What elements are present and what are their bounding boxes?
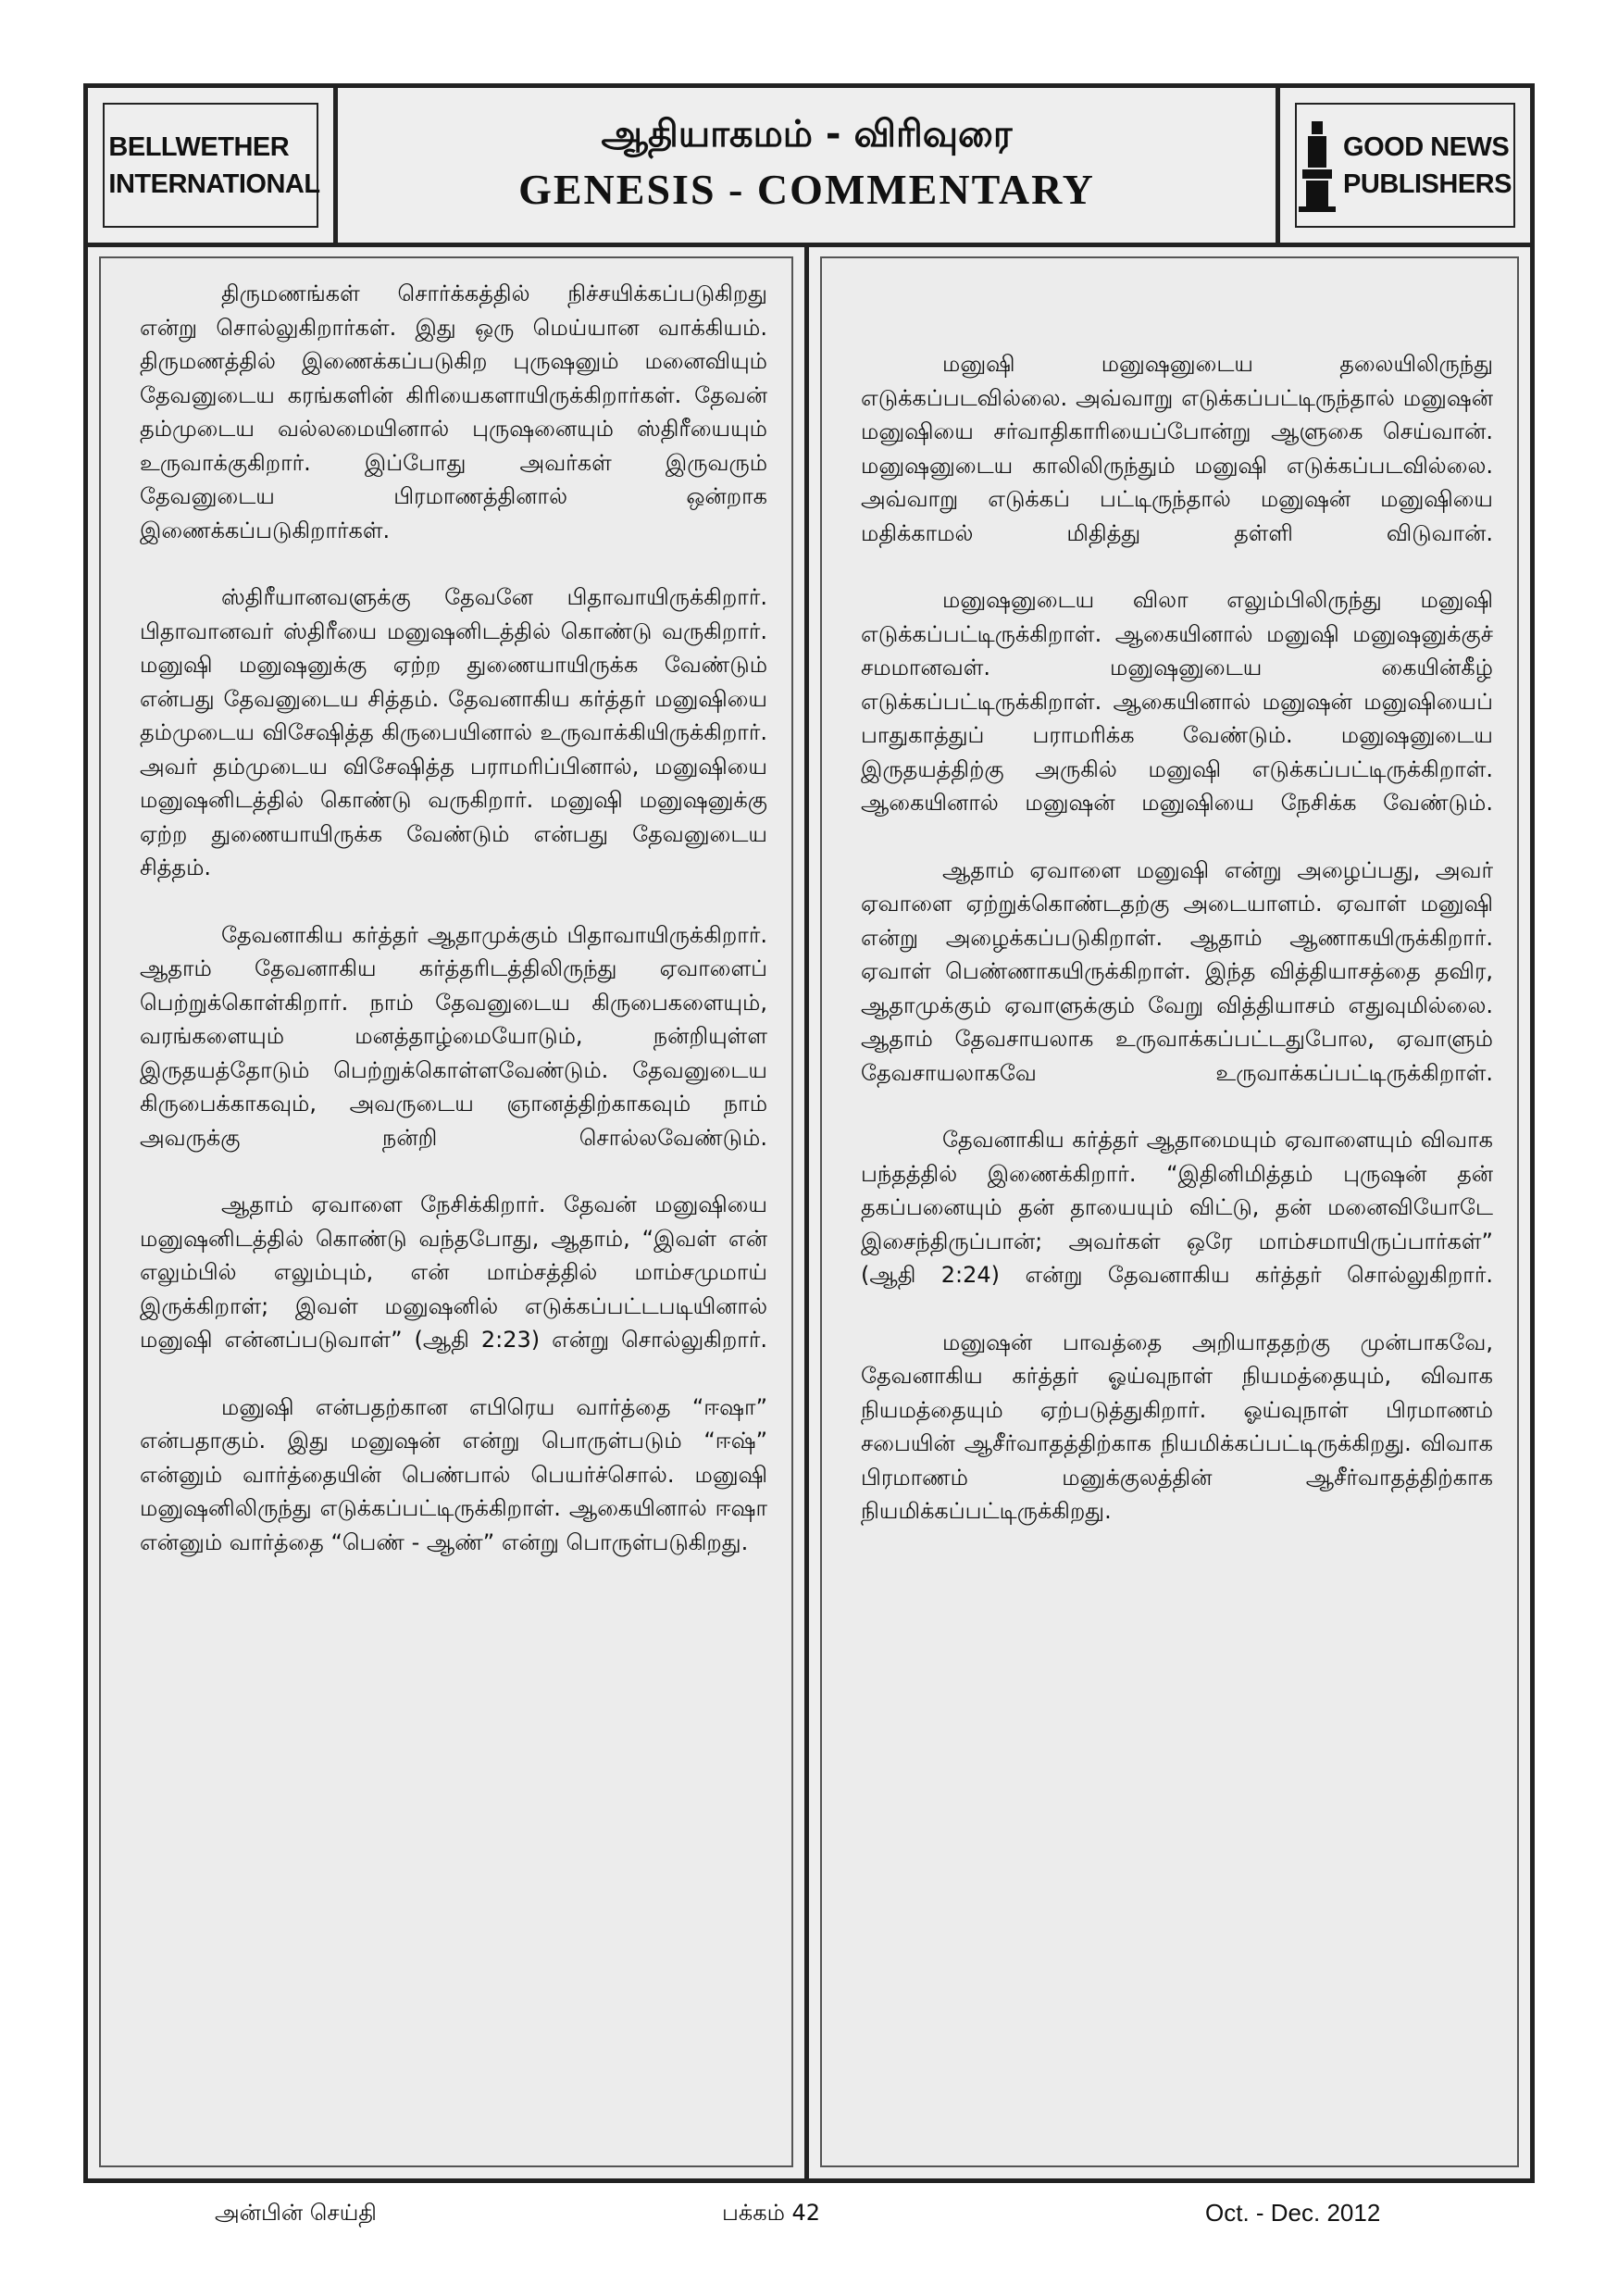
page-footer — [0, 2194, 1618, 2231]
right-column — [809, 247, 1530, 2178]
logo-right-line1: GOOD NEWS — [1343, 131, 1510, 162]
right-paragraph-4: தேவனாகிய கர்த்தர் ஆதாமையும் ஏவாளையும் விவாக பந்தத்தில் இணைக்கிறார். “இதினிமித்தம் புருஷன் தன் தகப்பனையும் தன் தாயையும் விட்டு, தன் மனைவியோடே இசைந்திருப்பான்; அவர்கள் ஒரே மாம்சமாயிருப்பார்கள்” (ஆதி 2:24) என்று தேவனாகிய கர்த்தர் சொல்லுகிறார். — [861, 1127, 1493, 1288]
logo-left-line2: INTERNATIONAL — [108, 168, 320, 199]
logo-right-line2: PUBLISHERS — [1343, 168, 1512, 199]
article-body — [88, 247, 1530, 2178]
right-paragraph-1: மனுஷி மனுஷனுடைய தலையிலிருந்து எடுக்கப்படவில்லை. அவ்வாறு எடுக்கப்பட்டிருந்தால் மனுஷன் மனுஷியை சர்வாதிகாரியைப்போன்று ஆளுகை செய்வான். மனுஷனுடைய காலிலிருந்தும் மனுஷி எடுக்கப்படவில்லை. அவ்வாறு எடுக்கப் பட்டிருந்தால் மனுஷன் மனுஷியை மதிக்காமல் மிதித்து தள்ளி விடுவான். — [861, 351, 1493, 546]
footer-page-number: பக்கம் 42 — [722, 2200, 821, 2226]
logo-left-line1: BELLWETHER — [108, 131, 290, 162]
title-tamil: ஆதியாகமம் - விரிவுரை — [601, 113, 1013, 156]
header-right-cell — [1280, 88, 1530, 243]
good-news-mark-icon — [1299, 118, 1336, 214]
right-paragraph-2: மனுஷனுடைய விலா எலும்பிலிருந்து மனுஷி எடுக்கப்பட்டிருக்கிறாள். ஆகையினால் மனுஷி மனுஷனுக்குச் சமமானவள். மனுஷனுடைய கையின்கீழ் எடுக்கப்பட்டிருக்கிறாள். ஆகையினால் மனுஷன் மனுஷியைப் பாதுகாத்துப் பராமரிக்க வேண்டும். மனுஷனுடைய இருதயத்திற்கு அருகில் மனுஷி எடுக்கப்பட்டிருக்கிறாள். ஆகையினால் மனுஷன் மனுஷியை நேசிக்க வேண்டும். — [861, 587, 1493, 816]
title-english: GENESIS - COMMENTARY — [518, 166, 1095, 213]
header-left-cell — [88, 88, 338, 243]
left-paragraph-1: திருமணங்கள் சொர்க்கத்தில் நிச்சயிக்கப்படுகிறது என்று சொல்லுகிறார்கள். இது ஒரு மெய்யான வாக்கியம். திருமணத்தில் இணைக்கப்படுகிற புருஷனும் மனைவியும் தேவனுடைய கரங்களின் கிரியைகளாயிருக்கிறார்கள். தேவன் தம்முடைய வல்லமையினால் புருஷனையும் ஸ்திரீயையும் உருவாக்குகிறார். இப்போது அவர்கள் இருவரும் தேவனுடைய பிரமாணத்தினால் ஒன்றாக இணைக்கப்படுகிறார்கள். — [140, 281, 767, 543]
left-paragraph-4: ஆதாம் ஏவாளை நேசிக்கிறார். தேவன் மனுஷியை மனுஷனிடத்தில் கொண்டு வந்தபோது, ஆதாம், “இவள் என் எலும்பில் எலும்பும், என் மாம்சத்தில் மாம்சமுமாய் இருக்கிறாள்; இவள் மனுஷனில் எடுக்கப்பட்டபடியினால் மனுஷி என்னப்படுவாள்” (ஆதி 2:23) என்று சொல்லுகிறார். — [140, 1192, 767, 1353]
left-column — [88, 247, 809, 2178]
bellwether-logo — [103, 103, 318, 228]
left-paragraph-5: மனுஷி என்பதற்கான எபிரெய வார்த்தை “ஈஷா” என்பதாகும். இது மனுஷன் என்று பொருள்படும் “ஈஷ்” என்னும் வார்த்தையின் பெண்பால் பெயர்ச்சொல். மனுஷி மனுஷனிலிருந்து எடுக்கப்பட்டிருக்கிறாள். ஆகையினால் ஈஷா என்னும் வார்த்தை “பெண் - ஆண்” என்று பொருள்படுகிறது. — [140, 1393, 767, 1555]
right-paragraph-3: ஆதாம் ஏவாளை மனுஷி என்று அழைப்பது, அவர் ஏவாளை ஏற்றுக்கொண்டதற்கு அடையாளம். ஏவாள் மனுஷி என்று அழைக்கப்படுகிறாள். ஆதாம் ஆணாகயிருக்கிறார். ஏவாள் பெண்ணாகயிருக்கிறாள். இந்த வித்தியாசத்தை தவிர, ஆதாமுக்கும் ஏவாளுக்கும் வேறு வித்தியாசம் எதுவுமில்லை. ஆதாம் தேவசாயலாக உருவாக்கப்பட்டதுபோல, ஏவாளும் தேவசாயலாகவே உருவாக்கப்பட்டிருக்கிறாள். — [861, 856, 1493, 1086]
page-frame — [83, 83, 1535, 2183]
header-title-cell — [338, 88, 1280, 243]
page-header — [88, 88, 1530, 247]
right-paragraph-5: மனுஷன் பாவத்தை அறியாததற்கு முன்பாகவே, தேவனாகிய கர்த்தர் ஓய்வுநாள் நியமத்தையும், விவாக நியமத்தையும் ஏற்படுத்துகிறார். ஓய்வுநாள் பிரமாணம் சபையின் ஆசீர்வாதத்திற்காக நியமிக்கப்பட்டிருக்கிறது. விவாக பிரமாணம் மனுக்குலத்தின் ஆசீர்வாதத்திற்காக நியமிக்கப்பட்டிருக்கிறது. — [861, 1329, 1493, 1524]
left-paragraph-2: ஸ்திரீயானவளுக்கு தேவனே பிதாவாயிருக்கிறார். பிதாவானவர் ஸ்திரீயை மனுஷனிடத்தில் கொண்டு வருகிறார். மனுஷி மனுஷனுக்கு ஏற்ற துணையாயிருக்க வேண்டும் என்பது தேவனுடைய சித்தம். தேவனாகிய கர்த்தர் மனுஷியை தம்முடைய விசேஷித்த கிருபையினால் உருவாக்கியிருக்கிறார். அவர் தம்முடைய விசேஷித்த பராமரிப்பினால், மனுஷியை மனுஷனிடத்தில் கொண்டு வருகிறார். மனுஷி மனுஷனுக்கு ஏற்ற துணையாயிருக்க வேண்டும் என்பது தேவனுடைய சித்தம். — [140, 584, 767, 880]
left-paragraph-3: தேவனாகிய கர்த்தர் ஆதாமுக்கும் பிதாவாயிருக்கிறார். ஆதாம் தேவனாகிய கர்த்தரிடத்திலிருந்து ஏவாளைப் பெற்றுக்கொள்கிறார். நாம் தேவனுடைய கிருபைகளையும், வரங்களையும் மனத்தாழ்மையோடும், நன்றியுள்ள இருதயத்தோடும் பெற்றுக்கொள்ளவேண்டும். தேவனுடைய கிருபைக்காகவும், அவருடைய ஞானத்திற்காகவும் நாம் அவருக்கு நன்றி சொல்லவேண்டும். — [140, 921, 767, 1151]
good-news-logo — [1295, 103, 1515, 228]
footer-issue-date: Oct. - Dec. 2012 — [1205, 2199, 1381, 2227]
footer-magazine-name: அன்பின் செய்தி — [215, 2200, 377, 2226]
